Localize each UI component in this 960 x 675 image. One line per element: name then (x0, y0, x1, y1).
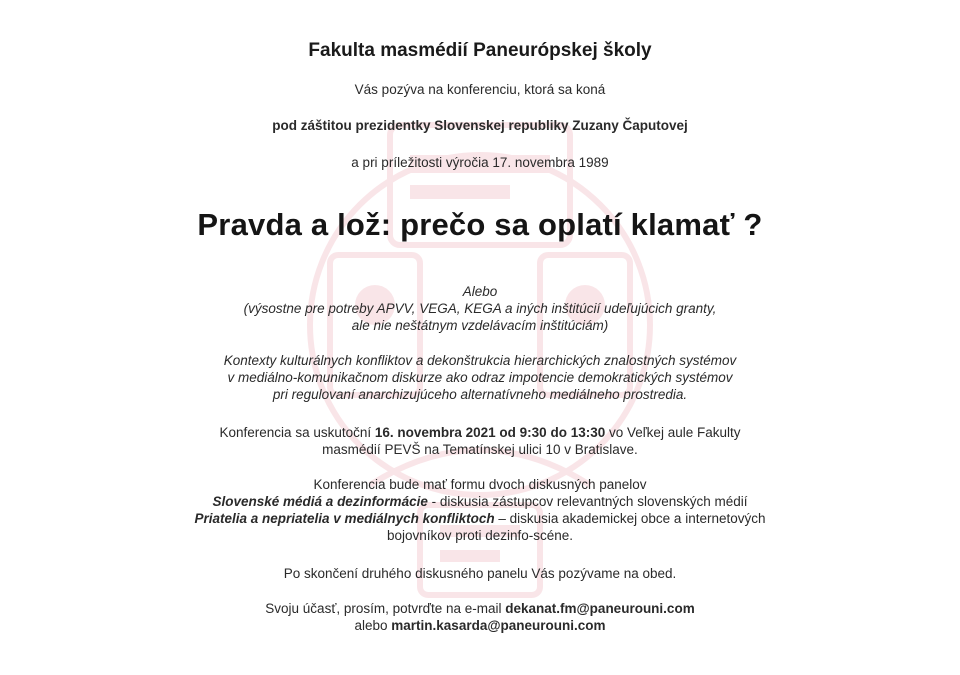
context-line-2: v mediálno-komunikačnom diskurze ako odraz impotencie demokratických systémov (227, 370, 733, 385)
context-line-3: pri regulovaní anarchizujúceho alternatívneho mediálneho prostredia. (272, 387, 688, 402)
panel-1-desc: - diskusia zástupcov relevantných slovenských médií (427, 494, 748, 509)
occasion-text: a pri príležitosti výročia 17. novembra 1989 (351, 155, 609, 170)
panel-2-desc: – diskusia akademickej obce a internetových (494, 511, 766, 526)
subtitle-line-2: ale nie neštátnym vzdelávacím inštitúciám) (351, 318, 609, 333)
conference-title: Pravda a lož: prečo sa oplatí klamať ? (197, 207, 763, 242)
panel-2 (0, 510, 960, 527)
organization-title: Fakulta masmédií Paneurópskej školy (308, 40, 652, 61)
rsvp-line-2 (0, 617, 960, 634)
schedule-line-2: masmédií PEVŠ na Tematínskej ulici 10 v Bratislave. (322, 442, 638, 457)
background-illustration (270, 55, 690, 635)
rsvp-email-dekanat[interactable]: dekanat.fm@paneurouni.com (505, 601, 695, 616)
alebo-text: Alebo (462, 284, 498, 299)
schedule-prefix: Konferencia sa uskutoční (219, 425, 375, 440)
context-line-1: Kontexty kulturálnych konfliktov a dekonštrukcia hierarchických znalostných systémov (223, 353, 737, 368)
lunch-text: Po skončení druhého diskusného panelu Vás pozývame na obed. (283, 566, 677, 581)
rsvp-line-1 (0, 600, 960, 617)
schedule-datetime: 16. novembra 2021 od 9:30 do 13:30 (374, 425, 606, 440)
panels-intro: Konferencia bude mať formu dvoch diskusných panelov (313, 477, 647, 492)
patronage-text: pod záštitou prezidentky Slovenskej republiky Zuzany Čaputovej (272, 118, 688, 133)
rsvp-prefix: Svoju účasť, prosím, potvrďte na e-mail (265, 601, 506, 616)
invite-text: Vás pozýva na konferenciu, ktorá sa koná (354, 82, 606, 97)
rsvp-alt-prefix: alebo (354, 618, 392, 633)
subtitle-line-1: (výsostne pre potreby APVV, VEGA, KEGA a iných inštitúcií udeľujúcich granty, (243, 301, 717, 316)
schedule-suffix: vo Veľkej aule Fakulty (605, 425, 741, 440)
panel-2-title: Priatelia a nepriatelia v mediálnych konfliktoch (194, 511, 495, 526)
panel-2-line-2: bojovníkov proti dezinfo-scéne. (386, 528, 574, 543)
panel-1-title: Slovenské médiá a dezinformácie (212, 494, 428, 509)
panel-1 (0, 493, 960, 510)
schedule-line-1 (0, 424, 960, 441)
rsvp-email-kasarda[interactable]: martin.kasarda@paneurouni.com (391, 618, 606, 633)
